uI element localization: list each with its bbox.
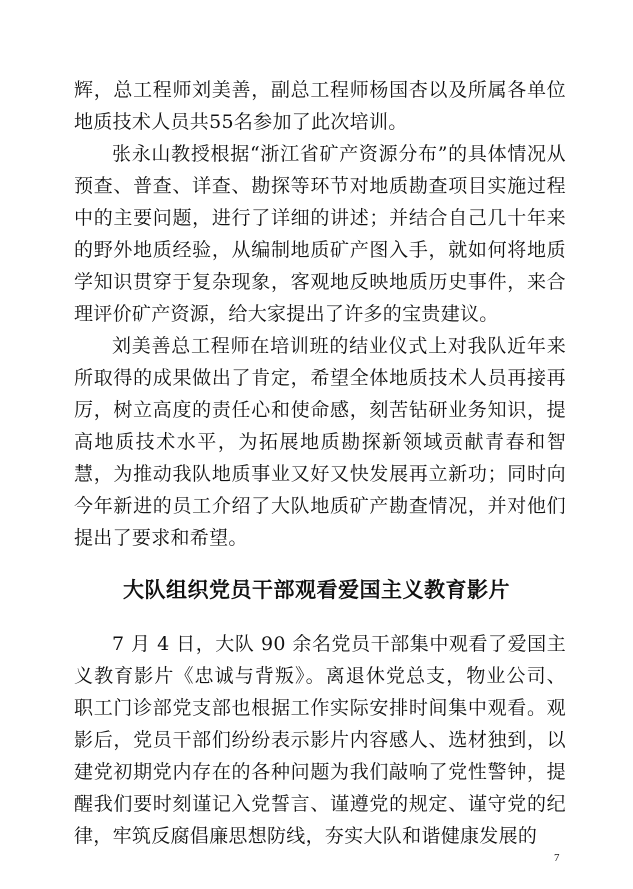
section-second-body — [74, 628, 566, 852]
paragraph-chief-engineer-remarks: 刘美善总工程师在培训班的结业仪式上对我队近年来所取得的成果做出了肯定，希望全体地质技术人员再接再厉，树立高度的责任心和使命感，刻苦钻研业务知识，提高地质技术水平，为拓展地质勘探新领域贡献青春和智慧，为推动我队地质事业又好又快发展再立新功；同时向今年新进的员工介绍了大队地质矿产勘查情况，并对他们提出了要求和希望。 — [74, 335, 566, 549]
section-heading: 大队组织党员干部观看爱国主义教育影片 — [123, 578, 510, 602]
paragraph-training-participants: 辉，总工程师刘美善，副总工程师杨国杏以及所属各单位地质技术人员共55名参加了此次培训。 — [74, 79, 566, 133]
page-number: 7 — [554, 852, 560, 864]
paragraph-film-viewing: 7 月 4 日，大队 90 余名党员干部集中观看了爱国主义教育影片《忠诚与背叛》。离退休党总支，物业公司、职工门诊部党支部也根据工作实际安排时间集中观看。观影后，党员干部们纷纷表示影片内容感人、选材独到，以建党初期党内存在的各种问题为我们敲响了党性警钟，提醒我们要时刻谨记入党誓言、谨遵党的规定、谨守党的纪律，牢筑反腐倡廉思想防线，夯实大队和谐健康发展的 — [74, 633, 566, 847]
section-first-body — [74, 74, 566, 554]
paragraph-professor-lecture: 张永山教授根据“浙江省矿产资源分布”的具体情况从预查、普查、详查、勘探等环节对地质勘查项目实施过程中的主要问题，进行了详细的讲述；并结合自己几十年来的野外地质经验，从编制地质矿产图入手，就如何将地质学知识贯穿于复杂现象，客观地反映地质历史事件，来合理评价矿产资源，给大家提出了许多的宝贵建议。 — [74, 143, 566, 325]
